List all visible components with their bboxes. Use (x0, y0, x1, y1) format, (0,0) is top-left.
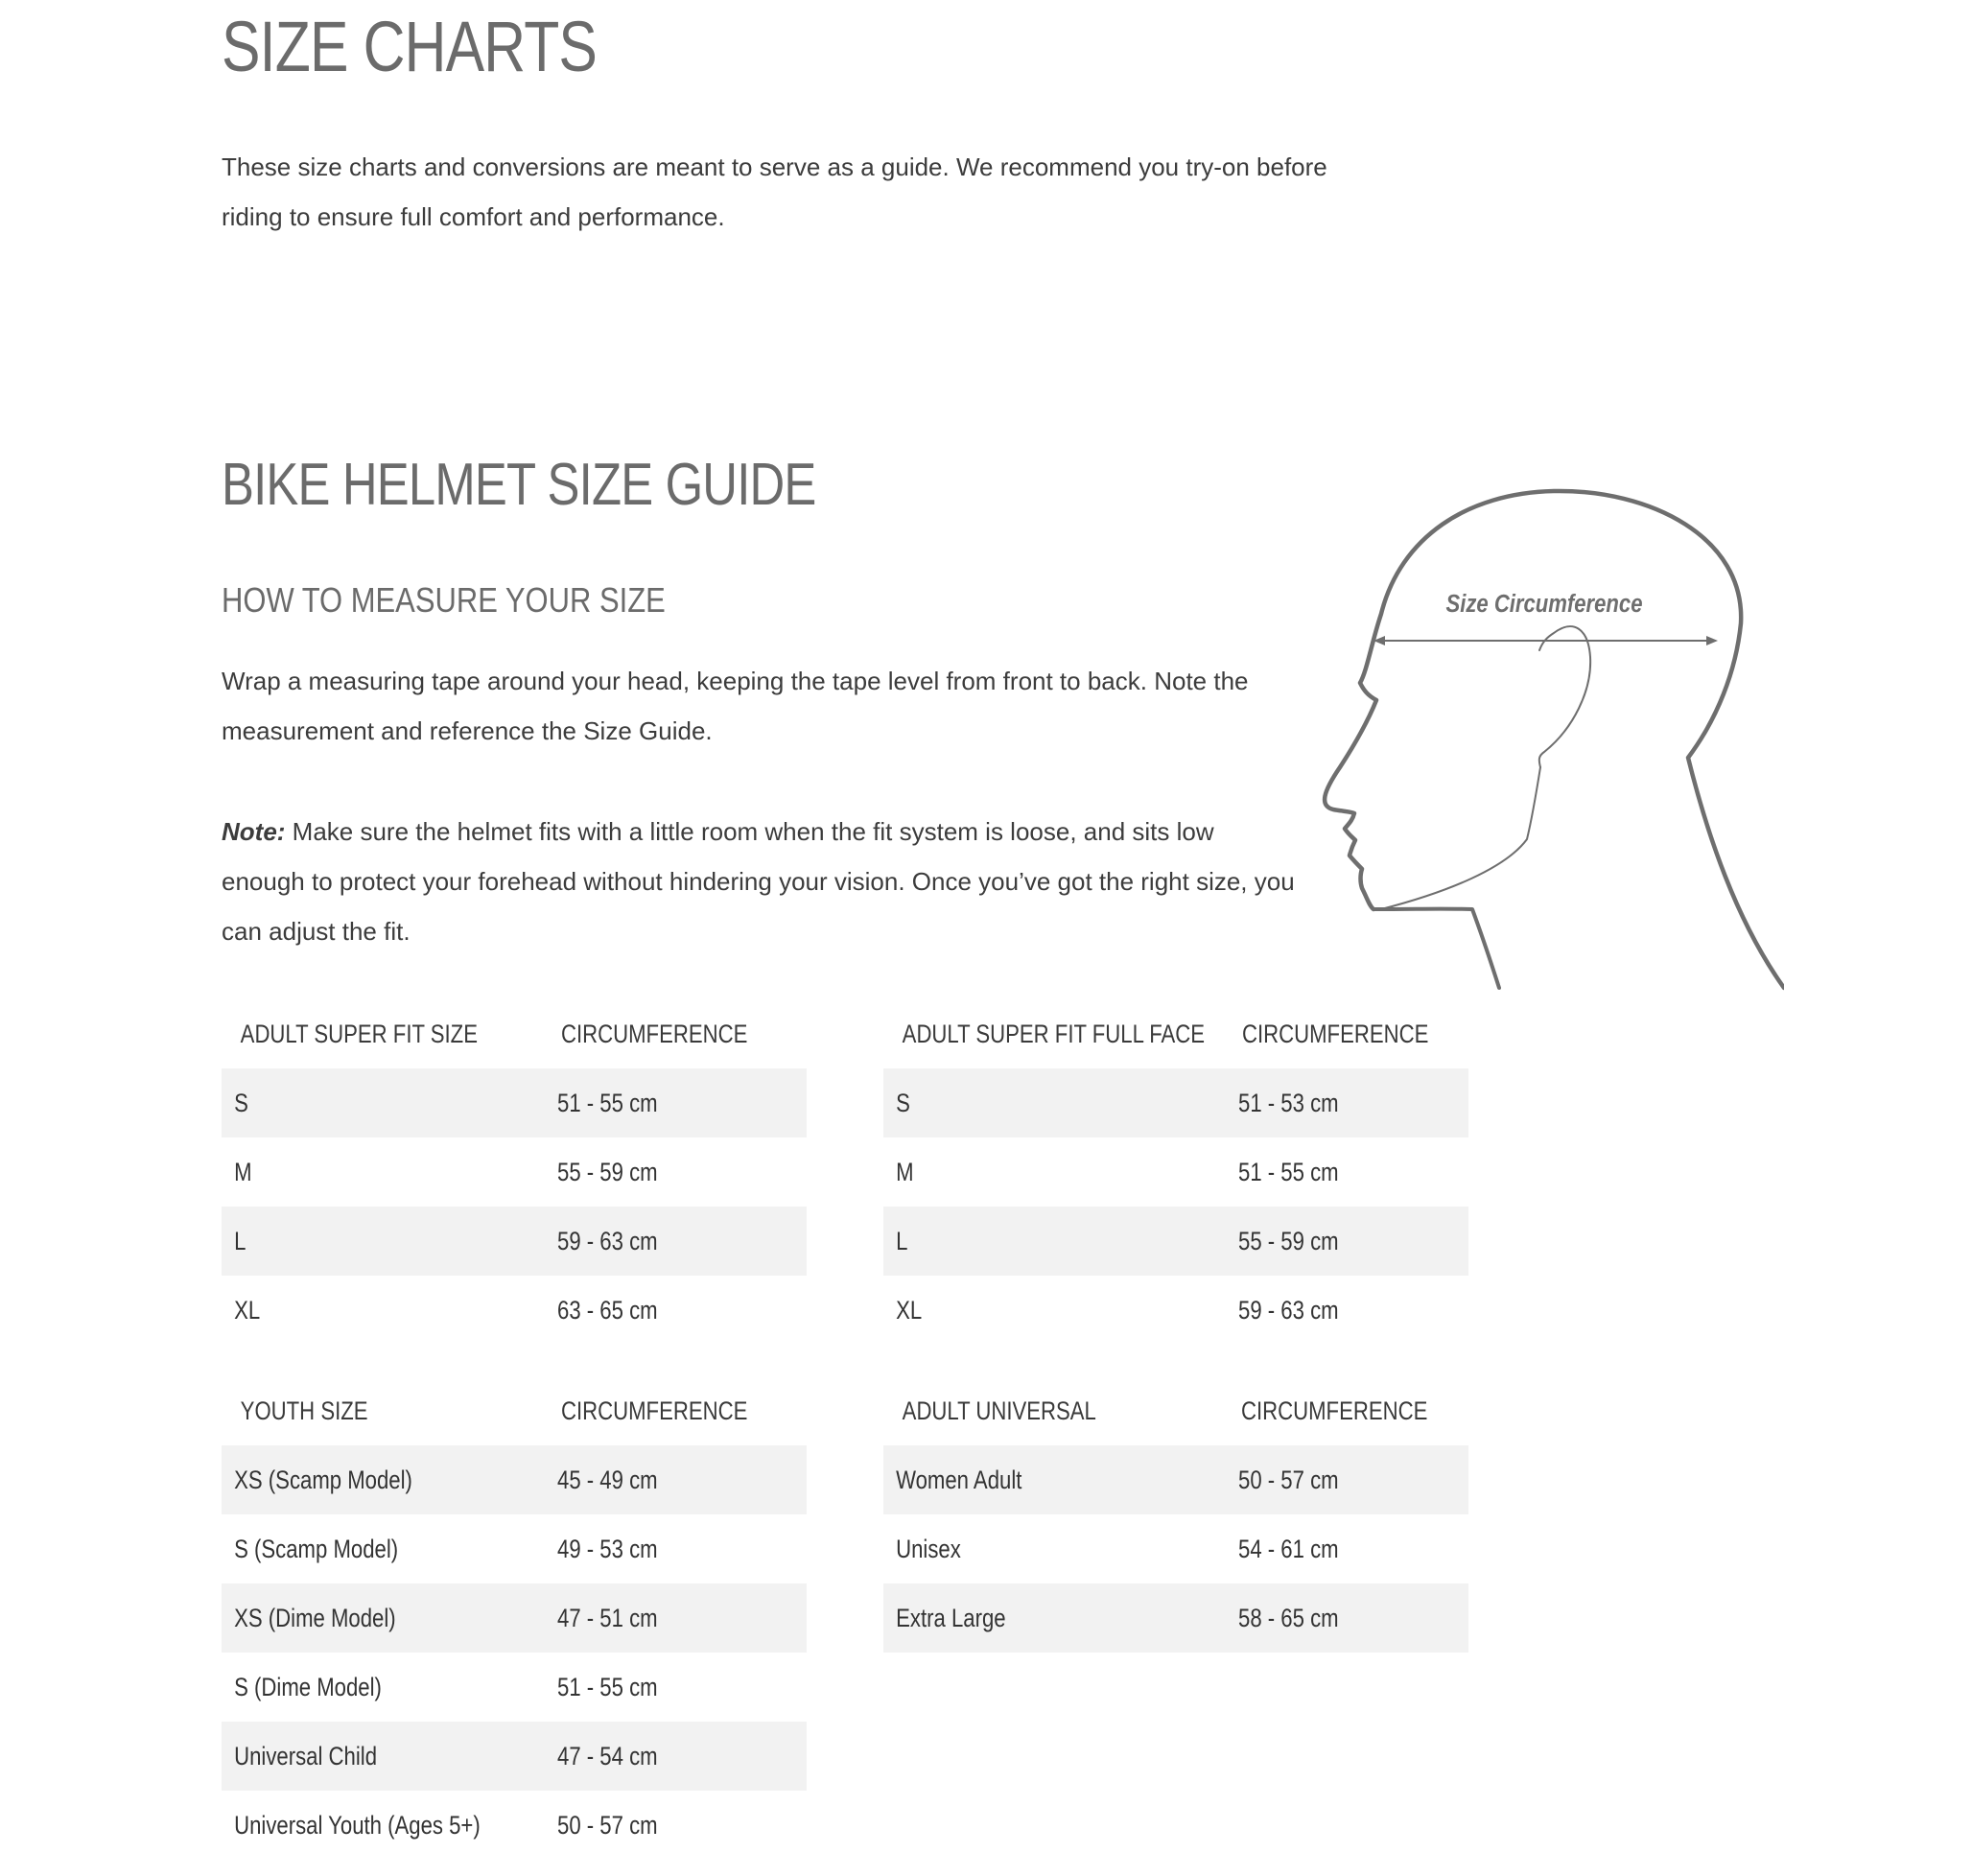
size-cell: XS (Dime Model) (234, 1603, 396, 1632)
arrow-head-right (1706, 636, 1718, 645)
table-row (883, 1068, 1468, 1137)
size-cell: S (234, 1088, 248, 1117)
note-label: Note: (222, 817, 286, 846)
intro-text: These size charts and conversions are meant to serve as a guide. We recommend you try-on before riding to ensure full comfort and performance. (222, 152, 1327, 231)
table-row (222, 1137, 807, 1207)
circumference-cell: 58 - 65 cm (1238, 1603, 1339, 1632)
size-cell: S (896, 1088, 910, 1117)
helmet-guide-title: BIKE HELMET SIZE GUIDE (222, 452, 816, 518)
table-row (222, 1068, 807, 1137)
circumference-cell: 51 - 55 cm (557, 1088, 658, 1117)
table-row (222, 1207, 807, 1276)
size-cell: Unisex (896, 1534, 961, 1563)
table-row (222, 1722, 807, 1791)
size-column-header: YOUTH SIZE (240, 1395, 368, 1425)
size-cell: Universal Youth (Ages 5+) (234, 1810, 481, 1840)
table-header (883, 1376, 1468, 1445)
head-profile-icon (1285, 480, 1784, 997)
page-title: SIZE CHARTS (222, 7, 598, 86)
table-youth-size (222, 1376, 807, 1860)
circumference-cell: 63 - 65 cm (557, 1295, 658, 1325)
circumference-column-header: CIRCUMFERENCE (1242, 1019, 1429, 1048)
table-adult-universal (883, 1376, 1468, 1653)
circumference-cell: 47 - 54 cm (557, 1741, 658, 1770)
jaw-line (1373, 909, 1499, 988)
circumference-column-header: CIRCUMFERENCE (561, 1019, 748, 1048)
circumference-cell: 59 - 63 cm (1238, 1295, 1339, 1325)
table-row (222, 1276, 807, 1345)
head-outline (1325, 491, 1784, 988)
size-cell: S (Dime Model) (234, 1672, 382, 1701)
table-row (222, 1791, 807, 1860)
size-cell: L (896, 1226, 908, 1255)
table-adult-super-fit-full-face (883, 999, 1468, 1345)
table-row (883, 1276, 1468, 1345)
size-cell: S (Scamp Model) (234, 1534, 399, 1563)
circumference-cell: 45 - 49 cm (557, 1465, 658, 1494)
circumference-cell: 49 - 53 cm (557, 1534, 658, 1563)
size-cell: Extra Large (896, 1603, 1006, 1632)
table-row (222, 1653, 807, 1722)
size-cell: Women Adult (896, 1465, 1022, 1494)
note-paragraph (222, 807, 1296, 956)
table-row (883, 1207, 1468, 1276)
circumference-cell: 55 - 59 cm (557, 1157, 658, 1186)
measure-text: Wrap a measuring tape around your head, keeping the tape level from front to back. Note the measurement and reference the Size Guide. (222, 667, 1249, 745)
size-column-header: ADULT SUPER FIT FULL FACE (902, 1019, 1206, 1048)
size-cell: XL (234, 1295, 261, 1325)
size-cell: XS (Scamp Model) (234, 1465, 412, 1494)
size-cell: M (234, 1157, 252, 1186)
note-text: Make sure the helmet fits with a little room when the fit system is loose, and sits low enough to protect your forehead without hindering your vision. Once you’ve got the right size, you can adjust the fit. (222, 817, 1295, 946)
table-row (883, 1583, 1468, 1653)
size-column-header: ADULT SUPER FIT SIZE (240, 1019, 478, 1048)
ear-outline (1539, 626, 1590, 767)
size-cell: XL (896, 1295, 923, 1325)
size-cell: L (234, 1226, 246, 1255)
table-row (883, 1514, 1468, 1583)
circumference-cell: 50 - 57 cm (557, 1810, 658, 1840)
size-column-header: ADULT UNIVERSAL (902, 1395, 1096, 1425)
size-cell: M (896, 1157, 914, 1186)
circumference-cell: 59 - 63 cm (557, 1226, 658, 1255)
circumference-cell: 47 - 51 cm (557, 1603, 658, 1632)
table-row (222, 1445, 807, 1514)
size-cell: Universal Child (234, 1741, 378, 1770)
measure-title: HOW TO MEASURE YOUR SIZE (222, 580, 666, 620)
circumference-cell: 55 - 59 cm (1238, 1226, 1339, 1255)
table-header (222, 1376, 807, 1445)
table-row (883, 1137, 1468, 1207)
circumference-column-header: CIRCUMFERENCE (1240, 1395, 1428, 1425)
table-header (883, 999, 1468, 1068)
figure-label: Size Circumference (1445, 590, 1643, 619)
circumference-cell: 54 - 61 cm (1238, 1534, 1339, 1563)
jaw-curve (1381, 767, 1540, 909)
table-row (883, 1445, 1468, 1514)
table-header (222, 999, 807, 1068)
circumference-cell: 51 - 55 cm (1238, 1157, 1339, 1186)
circumference-column-header: CIRCUMFERENCE (561, 1395, 748, 1425)
circumference-cell: 50 - 57 cm (1238, 1465, 1339, 1494)
circumference-cell: 51 - 53 cm (1238, 1088, 1339, 1117)
table-row (222, 1514, 807, 1583)
table-row (222, 1583, 807, 1653)
circumference-cell: 51 - 55 cm (557, 1672, 658, 1701)
table-adult-super-fit (222, 999, 807, 1345)
